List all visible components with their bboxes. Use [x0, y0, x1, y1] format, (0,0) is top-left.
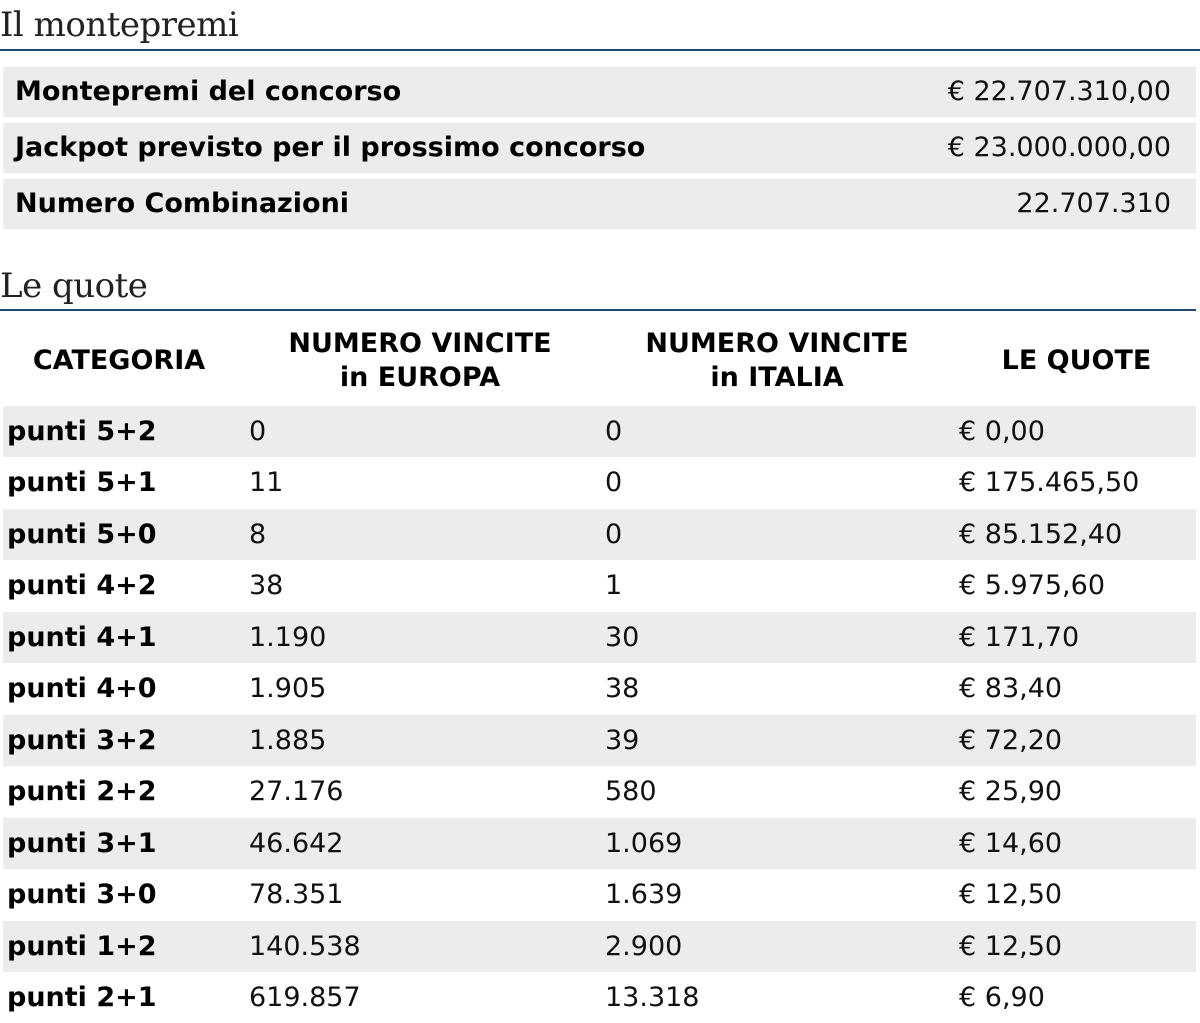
cell-categoria: punti 4+1	[7, 622, 157, 653]
summary-row-combinazioni	[3, 179, 1196, 229]
cell-categoria: punti 3+1	[7, 828, 157, 859]
summary-row-montepremi	[3, 67, 1196, 117]
cell-vincite-europa: 11	[249, 467, 284, 498]
cell-vincite-europa: 0	[249, 416, 267, 447]
table-row	[3, 509, 1196, 560]
summary-row-jackpot	[3, 123, 1196, 173]
header-vincite-italia: NUMERO VINCITE in ITALIA	[645, 328, 909, 393]
table-row	[3, 766, 1196, 817]
cell-vincite-italia: 0	[605, 519, 623, 550]
header-le-quote: LE QUOTE	[1001, 345, 1152, 376]
cell-categoria: punti 3+2	[7, 725, 157, 756]
quote-title-rule	[0, 309, 1196, 311]
cell-quota: € 83,40	[959, 673, 1063, 704]
header-categoria: CATEGORIA	[32, 345, 206, 376]
cell-quota: € 72,20	[959, 725, 1063, 756]
cell-vincite-europa: 38	[249, 570, 284, 601]
table-row	[3, 663, 1196, 714]
cell-vincite-italia: 1.639	[605, 879, 683, 910]
cell-categoria: punti 4+2	[7, 570, 157, 601]
table-row	[3, 818, 1196, 869]
cell-vincite-europa: 46.642	[249, 828, 344, 859]
cell-quota: € 85.152,40	[959, 519, 1123, 550]
summary-value: € 23.000.000,00	[947, 132, 1171, 163]
cell-vincite-europa: 78.351	[249, 879, 344, 910]
cell-vincite-italia: 38	[605, 673, 640, 704]
montepremi-title: Il montepremi	[0, 5, 239, 45]
cell-vincite-italia: 1	[605, 570, 623, 601]
cell-vincite-italia: 2.900	[605, 931, 683, 962]
cell-quota: € 12,50	[959, 879, 1063, 910]
cell-quota: € 25,90	[959, 776, 1063, 807]
cell-vincite-europa: 27.176	[249, 776, 344, 807]
cell-quota: € 12,50	[959, 931, 1063, 962]
cell-categoria: punti 3+0	[7, 879, 157, 910]
cell-quota: € 175.465,50	[959, 467, 1140, 498]
cell-vincite-europa: 1.905	[249, 673, 327, 704]
cell-quota: € 14,60	[959, 828, 1063, 859]
cell-quota: € 0,00	[959, 416, 1045, 447]
table-row	[3, 869, 1196, 920]
cell-quota: € 6,90	[959, 982, 1045, 1013]
table-row	[3, 972, 1196, 1023]
cell-categoria: punti 1+2	[7, 931, 157, 962]
table-row	[3, 612, 1196, 663]
table-row	[3, 715, 1196, 766]
cell-categoria: punti 5+0	[7, 519, 157, 550]
cell-vincite-italia: 30	[605, 622, 640, 653]
cell-vincite-italia: 39	[605, 725, 640, 756]
cell-quota: € 171,70	[959, 622, 1080, 653]
cell-categoria: punti 5+2	[7, 416, 157, 447]
cell-vincite-europa: 1.885	[249, 725, 327, 756]
table-row	[3, 560, 1196, 611]
table-row	[3, 921, 1196, 972]
cell-vincite-italia: 0	[605, 416, 623, 447]
summary-label: Montepremi del concorso	[15, 76, 402, 107]
cell-vincite-europa: 140.538	[249, 931, 361, 962]
cell-vincite-italia: 1.069	[605, 828, 683, 859]
montepremi-title-rule	[0, 49, 1200, 51]
table-row	[3, 457, 1196, 508]
cell-categoria: punti 2+2	[7, 776, 157, 807]
cell-categoria: punti 5+1	[7, 467, 157, 498]
cell-vincite-italia: 13.318	[605, 982, 700, 1013]
cell-vincite-europa: 619.857	[249, 982, 361, 1013]
cell-vincite-italia: 580	[605, 776, 657, 807]
quote-title: Le quote	[0, 266, 148, 306]
cell-vincite-europa: 8	[249, 519, 267, 550]
header-vincite-europa: NUMERO VINCITE in EUROPA	[288, 328, 552, 393]
cell-vincite-italia: 0	[605, 467, 623, 498]
summary-label: Jackpot previsto per il prossimo concorso	[15, 132, 646, 163]
cell-vincite-europa: 1.190	[249, 622, 327, 653]
summary-label: Numero Combinazioni	[15, 188, 350, 219]
cell-categoria: punti 4+0	[7, 673, 157, 704]
summary-value: 22.707.310	[1016, 188, 1171, 219]
table-row	[3, 406, 1196, 457]
cell-quota: € 5.975,60	[959, 570, 1105, 601]
summary-value: € 22.707.310,00	[947, 76, 1171, 107]
cell-categoria: punti 2+1	[7, 982, 157, 1013]
quote-table-header	[3, 317, 1196, 405]
